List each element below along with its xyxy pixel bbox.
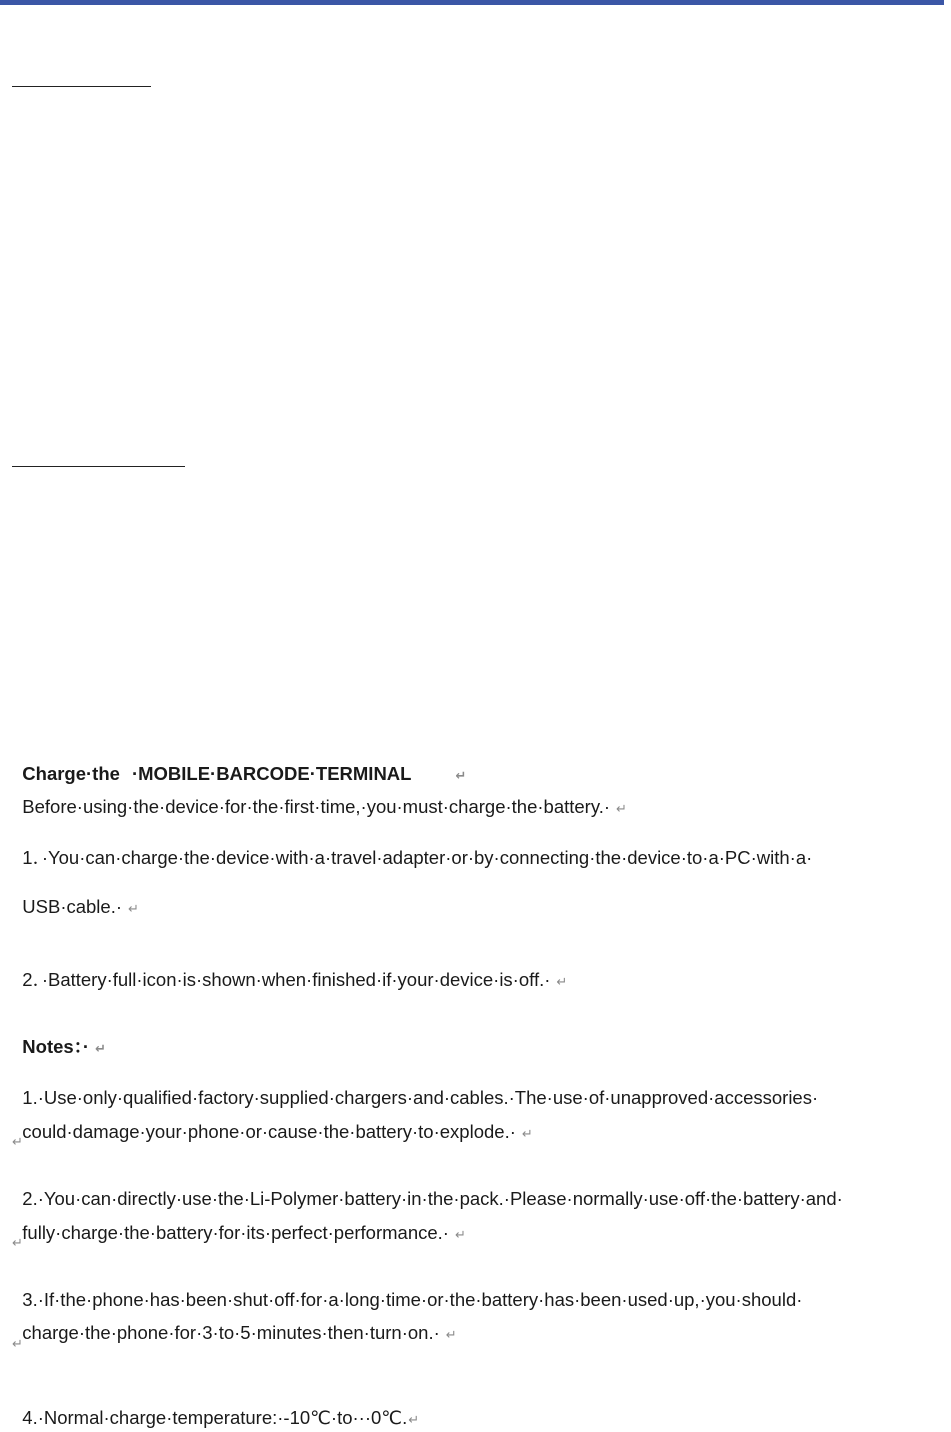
empty-paragraph-mark-icon: ↵ xyxy=(12,1336,23,1351)
note-3-text-cont: charge·the·phone·for·3·to·5·minutes·then·turn·on.· xyxy=(22,1322,440,1343)
note-3-line-2 xyxy=(12,1297,457,1347)
note-1-line-2 xyxy=(12,1096,533,1146)
paragraph-mark-icon: ↵ xyxy=(408,1412,420,1427)
step-1-text: 1．·You·can·charge·the·device·with·a·travel·adapter·or·by·connecting·the·device·to·a·PC·with·a· xyxy=(22,847,813,868)
paragraph-mark-icon: ↵ xyxy=(445,1327,457,1342)
paragraph-mark-icon: ↵ xyxy=(521,1126,533,1141)
step-2-line-1 xyxy=(12,944,567,994)
empty-paragraph-mark-icon: ↵ xyxy=(12,1134,23,1149)
note-4-line-1 xyxy=(12,1382,419,1432)
header-color-bar xyxy=(0,0,944,5)
note-4-text: 4.·Normal·charge·temperature:·-10℃·to···0℃. xyxy=(22,1407,408,1428)
step-1-line-1 xyxy=(12,822,812,870)
paragraph-mark-icon: ↵ xyxy=(556,974,568,989)
heading-part-2: ·MOBILE·BARCODE·TERMINAL xyxy=(131,763,412,784)
note-2-text-cont: fully·charge·the·battery·for·its·perfect·performance.· xyxy=(22,1222,449,1243)
note-1-text: 1.·Use·only·qualified·factory·supplied·chargers·and·cables.·The·use·of·unapproved·accessories· xyxy=(22,1087,819,1108)
note-3-text: 3.·If·the·phone·has·been·shut·off·for·a·long·time·or·the·battery·has·been·used·up,·you·should· xyxy=(22,1289,803,1310)
paragraph-mark-icon: ↵ xyxy=(128,901,139,916)
notes-title-text: Notes：· xyxy=(22,1036,90,1057)
intro-text xyxy=(12,771,627,821)
step-2-text: 2．·Battery·full·icon·is·shown·when·finished·if·your·device·is·off.· xyxy=(22,969,551,990)
section-underline-2 xyxy=(12,466,185,467)
paragraph-mark-icon: ↵ xyxy=(95,1041,106,1056)
step-1-line-2 xyxy=(12,871,139,921)
intro-text-content: Before·using·the·device·for·the·first·time,·you·must·charge·the·battery.· xyxy=(22,796,611,817)
note-1-text-cont: could·damage·your·phone·or·cause·the·battery·to·explode.· xyxy=(22,1121,516,1142)
paragraph-mark-icon: ↵ xyxy=(455,768,467,783)
step-1-text-cont: USB·cable.· xyxy=(22,896,123,917)
paragraph-mark-icon: ↵ xyxy=(616,801,627,816)
empty-paragraph-mark-icon: ↵ xyxy=(12,1235,23,1250)
heading-part-1: Charge·the xyxy=(22,763,120,784)
paragraph-mark-icon: ↵ xyxy=(454,1227,466,1242)
section-underline-1 xyxy=(12,86,151,87)
note-2-text: 2.·You·can·directly·use·the·Li-Polymer·battery·in·the·pack.·Please·normally·use·off·the·battery·and· xyxy=(22,1188,843,1209)
note-2-line-2 xyxy=(12,1197,466,1247)
notes-title xyxy=(12,1011,106,1061)
